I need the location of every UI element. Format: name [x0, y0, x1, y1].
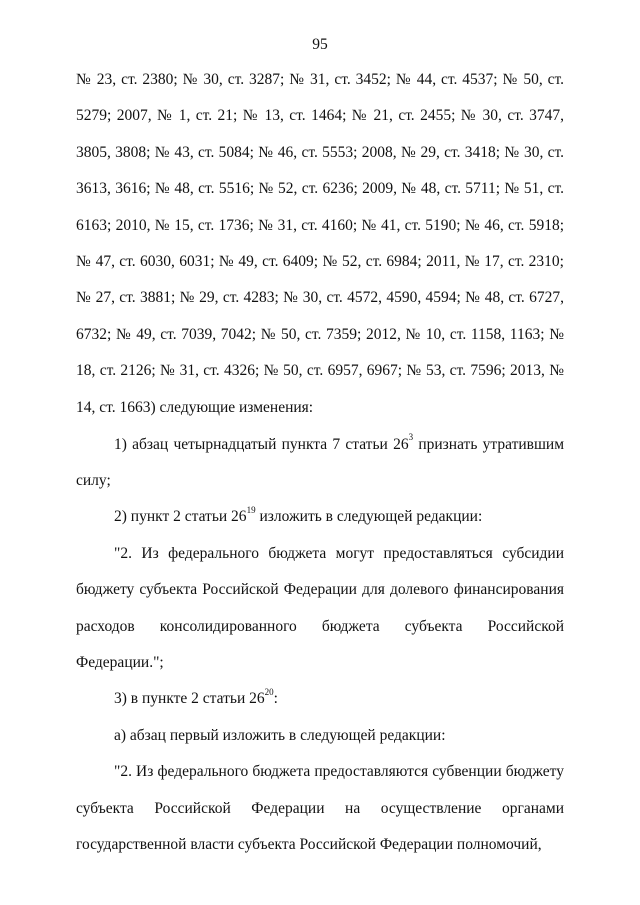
paragraph-item-2	[76, 499, 564, 535]
item-3-text-end: :	[273, 690, 278, 708]
document-body	[76, 62, 564, 863]
item-1-text-end: признать утратившим силу;	[76, 435, 565, 489]
page-number: 95	[312, 36, 328, 53]
item-1-text: 1) абзац четырнадцатый пункта 7 статьи 26	[114, 435, 409, 453]
paragraph-subitem-a: а) абзац первый изложить в следующей редакции:	[114, 726, 446, 744]
item-2-text: 2) пункт 2 статьи 26	[114, 508, 247, 526]
paragraph-legal-references: № 23, ст. 2380; № 30, ст. 3287; № 31, ст. 3452; № 44, ст. 4537; № 50, ст. 5279; 2007, № 1, ст. 21; № 13, ст. 1464; № 21, ст. 2455; № 30, ст. 3747, 3805, 3808; № 43, ст. 5084; № 46, ст. 5553; 2008, № 29, ст. 3418; № 30, ст. 3613, 3616; № 48, ст. 5516; № 52, ст. 6236; 2009, № 48, ст. 5711; № 51, ст. 6163; 2010, № 15, ст. 1736; № 31, ст. 4160; № 41, ст. 5190; № 46, ст. 5918; № 47, ст. 6030, 6031; № 49, ст. 6409; № 52, ст. 6984; 2011, № 17, ст. 2310; № 27, ст. 3881; № 29, ст. 4283; № 30, ст. 4572, 4590, 4594; № 48, ст. 6727, 6732; № 49, ст. 7039, 7042; № 50, ст. 7359; 2012, № 10, ст. 1158, 1163; № 18, ст. 2126; № 31, ст. 4326; № 50, ст. 6957, 6967; № 53, ст. 7596; 2013, № 14, ст. 1663) следующие изменения:	[76, 71, 564, 416]
item-2-text-end: изложить в следующей редакции:	[255, 508, 483, 526]
paragraph-quoted-subsidies: "2. Из федерального бюджета могут предоставляться субсидии бюджету субъекта Российской Федерации для долевого финансирования расходов консолидированного бюджета субъекта Российской Федерации.";	[76, 544, 564, 671]
item-1-superscript: 3	[408, 432, 414, 443]
item-2-superscript: 19	[246, 505, 256, 516]
paragraph-quoted-subventions: "2. Из федерального бюджета предоставляются субвенции бюджету субъекта Российской Федерации на осуществление органами государственной власти субъекта Российской Федерации полномочий,	[76, 763, 564, 854]
item-3-superscript: 20	[264, 687, 274, 698]
item-3-text: 3) в пункте 2 статьи 26	[114, 690, 265, 708]
paragraph-item-1	[76, 427, 564, 500]
paragraph-item-3	[76, 681, 564, 717]
